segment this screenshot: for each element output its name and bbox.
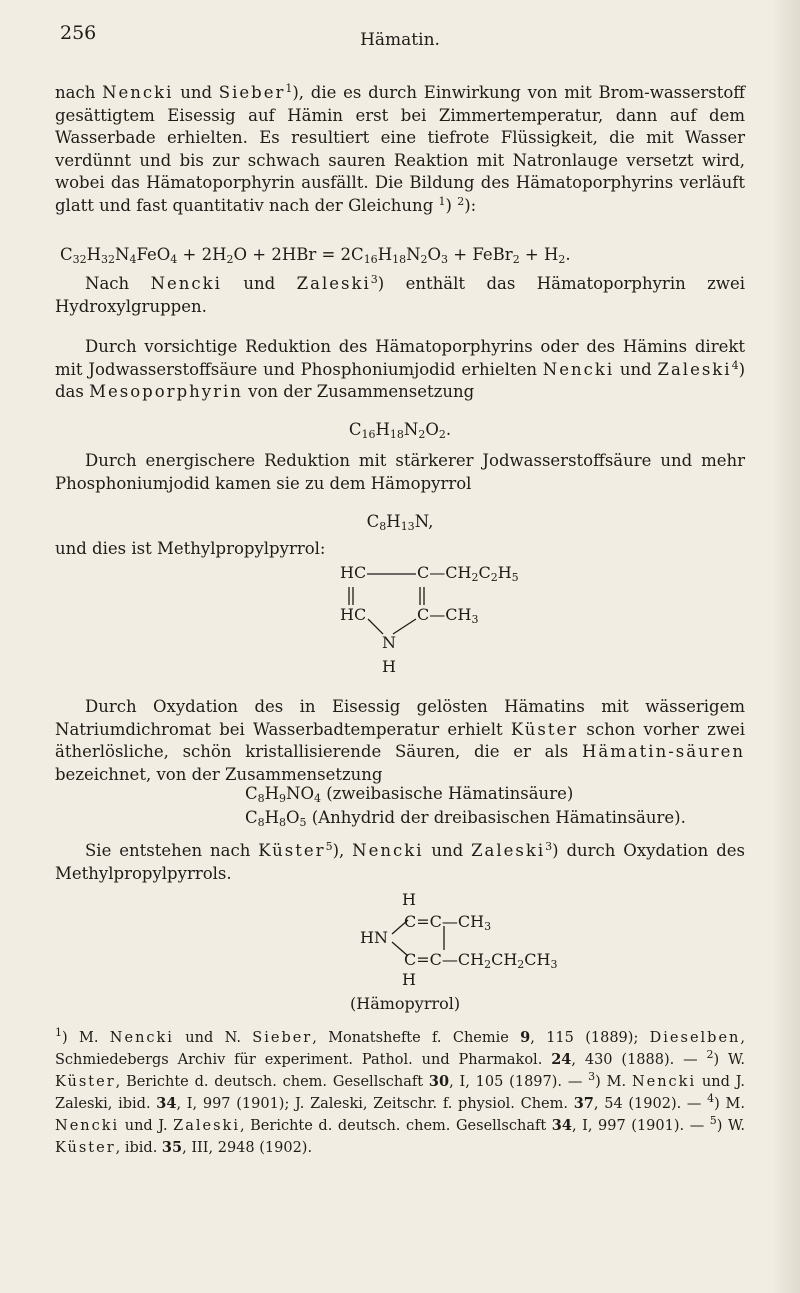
reaction-equation: $C_{32}H_{32}N_4FeO_4 + 2H_2O + 2HBr = 2C_{16}H_{18}N_2O_3$ + FeBr$_2$ + $H_2$. <box>60 245 571 266</box>
paragraph-7: Sie entstehen nach Küster$^5$), Nencki und Zaleski$^3$) durch Oxydation des Methylpropylpyrrols. <box>55 840 745 883</box>
paragraph-6: Durch Oxydation des in Eisessig gelösten Hämatins mit wässerigem Natriumdichromat bei Wasserbadtemperatur erhielt Küster schon vorher zwei ätherlösliche, schön kristallisierende Säuren, die er als Hämatin-säuren bezeichnet, von der Zusammensetzung <box>55 697 745 784</box>
paragraph-3: Durch vorsichtige Reduktion des Hämatoporphyrins oder des Hämins direkt mit Jodwasserstoffsäure und Phosphoniumjodid erhielten Nencki und Zaleski$^4$) das Mesoporphyrin von der Zusammensetzung <box>55 337 746 402</box>
page-number: 256 <box>60 22 97 44</box>
paragraph-4: Durch energischere Reduktion mit stärkerer Jodwasserstoffsäure und mehr Phosphoniumjodid kamen sie zu dem Hämopyrrol <box>55 451 745 493</box>
formula-mesoporphyrin: $C_{16}H_{18}N_2O_2$. <box>348 420 452 441</box>
paragraph-2: Nach Nencki und Zaleski$^3$) enthält das Hämatoporphyrin zwei Hydroxylgruppen. <box>55 273 746 316</box>
atom-h-top: H <box>402 890 416 909</box>
atom-hc-top: HC <box>340 563 367 582</box>
formula-anhydride: $C_8H_8O_5$ (Anhydrid der dreibasischen Hämatinsäure). <box>245 808 686 829</box>
formula-haemopyrrole: $C_8H_{13}N$, <box>366 512 434 533</box>
formula-dibasic-acid: $C_8H_9NO_4$ (zweibasische Hämatinsäure) <box>245 784 574 805</box>
structure-caption: (Hämopyrrol) <box>350 994 461 1013</box>
atom-h-bottom: H <box>402 970 416 989</box>
running-title: Hämatin. <box>360 30 440 50</box>
structure-haemopyrrole <box>350 890 620 1015</box>
page-edge-shadow <box>772 0 800 1293</box>
row-methyl: $C=C—CH_3$ <box>404 912 492 933</box>
atom-h: H <box>382 657 396 676</box>
atom-hn: HN <box>360 928 388 947</box>
row-propyl: $C=C—CH_2CH_2CH_3$ <box>404 950 558 971</box>
substituent-methyl: $C—CH_3$ <box>417 605 479 626</box>
atom-hc-bottom: HC <box>340 605 367 624</box>
atom-n: N <box>382 633 396 652</box>
substituent-propyl: $C—CH_2C_2H_5$ <box>417 563 519 584</box>
paragraph-5: und dies ist Methylpropylpyrrol: <box>55 539 326 558</box>
paragraph-1: nach Nencki und Sieber$^1$), die es durch Einwirkung von mit Brom-wasserstoff gesättigtem Eisessig auf Hämin erst bei Zimmertemperatur, dann auf dem Wasserbade erhielten. Es resultiert eine tiefrote Flüssigkeit, die mit Wasser verdünnt und bis zur schwach sauren Reaktion mit Natronlauge versetzt wird, wobei das Hämatoporphyrin ausfällt. Die Bildung des Hämatoporphyrins verläuft glatt und fast quantitativ nach der Gleichung $^1$) $^2$): <box>55 82 746 215</box>
structure-methylpropylpyrrole <box>340 563 560 688</box>
footnotes: $^1$) M. Nencki und N. Sieber, Monatshefte f. Chemie 9, 115 (1889); Dieselben, Schmiedebergs Archiv für experiment. Pathol. und Pharmakol. 24, 430 (1888). — $^2$) W. Küster, Berichte d. deutsch. chem. Gesellschaft 30, I, 105 (1897). — $^3$) M. Nencki und J. Zaleski, ibid. 34, I, 997 (1901); J. Zaleski, Zeitschr. f. physiol. Chem. 37, 54 (1902). — $^4$) M. Nencki und J. Zaleski, Berichte d. deutsch. chem. Gesellschaft 34, I, 997 (1901). — $^5$) W. Küster, ibid. 35, III, 2948 (1902). <box>55 1026 746 1156</box>
